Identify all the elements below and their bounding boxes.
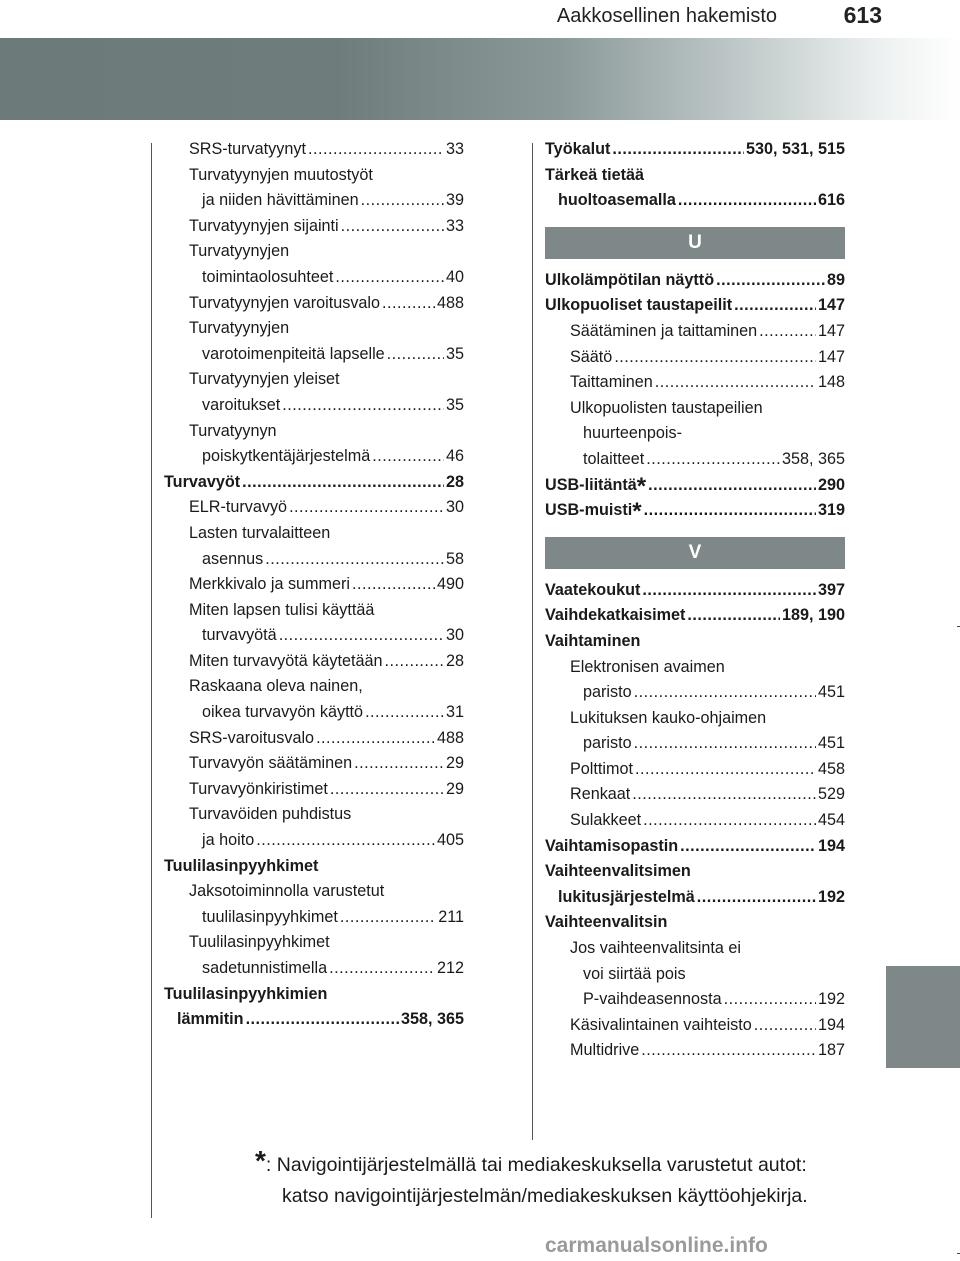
index-term: paristo bbox=[583, 683, 632, 702]
index-entry bbox=[545, 757, 845, 783]
index-entry bbox=[545, 137, 845, 163]
index-term: Turvavyöt bbox=[164, 472, 241, 491]
index-term: Raskaana oleva nainen, bbox=[189, 677, 363, 696]
dot-leader bbox=[384, 649, 444, 675]
index-term: poiskytkentäjärjestelmä bbox=[202, 447, 371, 466]
dot-leader bbox=[382, 291, 435, 317]
index-entry bbox=[164, 879, 464, 905]
index-term: tuulilasinpyyhkimet bbox=[202, 907, 338, 926]
dot-leader bbox=[634, 731, 816, 757]
index-entry bbox=[545, 680, 845, 706]
index-entry bbox=[545, 987, 845, 1013]
index-entry bbox=[164, 265, 464, 291]
dot-leader bbox=[655, 370, 816, 396]
index-term: Multidrive bbox=[570, 1041, 640, 1060]
dot-leader bbox=[329, 956, 435, 982]
dot-leader bbox=[387, 342, 444, 368]
page-reference: 39 bbox=[445, 191, 464, 210]
page-title: Aakkosellinen hakemisto bbox=[556, 5, 777, 27]
dot-leader bbox=[643, 808, 816, 834]
page-number: 613 bbox=[843, 2, 882, 28]
page-reference: 46 bbox=[445, 447, 464, 466]
page-header bbox=[0, 0, 960, 34]
index-entry bbox=[545, 345, 845, 371]
index-term: ja hoito bbox=[202, 831, 255, 850]
dot-leader bbox=[646, 447, 780, 473]
index-term: lämmitin bbox=[177, 1010, 244, 1029]
index-term: Lukituksen kauko-ohjaimen bbox=[570, 708, 767, 727]
dot-leader bbox=[308, 137, 444, 163]
index-term: huoltoasemalla bbox=[558, 191, 676, 210]
dot-leader bbox=[341, 214, 444, 240]
dot-leader bbox=[644, 498, 816, 524]
dot-leader bbox=[754, 1013, 816, 1039]
page-reference: 147 bbox=[817, 296, 845, 315]
page-reference: 616 bbox=[817, 191, 845, 210]
index-term: Vaatekoukut bbox=[545, 580, 641, 599]
index-entry bbox=[545, 655, 845, 681]
index-term: Vaihdekatkaisimet bbox=[545, 606, 686, 625]
index-entry bbox=[545, 1013, 845, 1039]
page-reference: 211 bbox=[438, 907, 464, 926]
page-reference: 29 bbox=[445, 754, 464, 773]
index-group-u bbox=[545, 268, 845, 524]
index-entry bbox=[164, 188, 464, 214]
footnote bbox=[255, 1144, 855, 1212]
index-term: Turvavyönkiristimet bbox=[189, 779, 328, 798]
dot-leader bbox=[724, 987, 816, 1013]
dot-leader bbox=[246, 1007, 399, 1033]
index-entry bbox=[164, 598, 464, 624]
index-term: Käsivalintainen vaihteisto bbox=[570, 1015, 752, 1034]
index-term: ELR-turvavyö bbox=[189, 498, 288, 517]
left-rule bbox=[151, 143, 152, 1218]
index-term: Polttimot bbox=[570, 759, 633, 778]
index-term: Lasten turvalaitteen bbox=[189, 523, 331, 542]
page-reference: 194 bbox=[817, 836, 845, 855]
page-reference: 212 bbox=[436, 959, 464, 977]
index-term: Taittaminen bbox=[570, 373, 653, 392]
dot-leader bbox=[282, 393, 444, 419]
index-entry bbox=[164, 572, 464, 598]
index-entry bbox=[545, 885, 845, 911]
column-divider bbox=[532, 143, 533, 1140]
index-term: huurteenpois- bbox=[583, 424, 682, 443]
index-entry bbox=[164, 982, 464, 1008]
page-reference: 458 bbox=[817, 759, 845, 778]
watermark-text: carmanualsonline.info bbox=[545, 1234, 768, 1257]
dot-leader bbox=[716, 268, 825, 294]
index-term: paristo bbox=[583, 734, 632, 753]
dot-leader bbox=[641, 1038, 816, 1064]
page-reference: 29 bbox=[445, 779, 464, 798]
index-entry bbox=[164, 649, 464, 675]
index-term: USB-liitäntä bbox=[545, 475, 637, 494]
footnote-marker: * bbox=[255, 1144, 266, 1176]
index-column-right bbox=[545, 137, 845, 1064]
index-entry bbox=[545, 268, 845, 294]
page-reference: 40 bbox=[445, 267, 464, 286]
index-entry bbox=[164, 239, 464, 265]
dot-leader bbox=[354, 751, 444, 777]
dot-leader bbox=[642, 578, 816, 604]
page-reference: 454 bbox=[817, 811, 845, 830]
page-reference: 451 bbox=[817, 683, 845, 702]
index-entry bbox=[545, 808, 845, 834]
index-entry bbox=[164, 802, 464, 828]
index-entry bbox=[545, 370, 845, 396]
dot-leader bbox=[265, 547, 444, 573]
page-reference: 358, 365 bbox=[781, 449, 845, 468]
index-entry bbox=[164, 930, 464, 956]
page-reference: 490 bbox=[436, 575, 464, 594]
index-term: Ulkopuoliset taustapeilit bbox=[545, 296, 733, 315]
page-reference: 148 bbox=[817, 373, 845, 392]
index-term: toimintaolosuhteet bbox=[202, 267, 334, 286]
index-entry bbox=[164, 905, 464, 931]
header-banner bbox=[0, 38, 960, 120]
page-reference: 194 bbox=[817, 1015, 845, 1034]
index-term: Merkkivalo ja summeri bbox=[189, 575, 351, 594]
index-term: Turvatyynyjen varoitusvalo bbox=[189, 293, 381, 312]
page-reference: 30 bbox=[445, 626, 464, 645]
footnote-line-2: katso navigointijärjestelmän/mediakeskuksen käyttöohjekirja. bbox=[282, 1185, 808, 1207]
index-term: Ulkopuolisten taustapeilien bbox=[570, 398, 763, 417]
dot-leader bbox=[680, 834, 816, 860]
dot-leader bbox=[330, 777, 444, 803]
index-term: USB-muisti bbox=[545, 501, 633, 520]
page-reference: 319 bbox=[817, 501, 845, 520]
index-term: Vaihtamisopastin bbox=[545, 836, 679, 855]
page-reference: 28 bbox=[445, 472, 464, 491]
page-reference: 189, 190 bbox=[781, 606, 845, 625]
page-reference: 290 bbox=[817, 475, 845, 494]
page-reference: 530, 531, 515 bbox=[745, 140, 845, 158]
index-entry bbox=[164, 547, 464, 573]
page-reference: 358, 365 bbox=[400, 1010, 464, 1029]
dot-leader bbox=[687, 603, 780, 629]
page-reference: 187 bbox=[817, 1041, 845, 1060]
dot-leader bbox=[734, 293, 816, 319]
dot-leader bbox=[614, 345, 816, 371]
index-term: Tuulilasinpyyhkimien bbox=[164, 984, 328, 1003]
index-term: Elektronisen avaimen bbox=[570, 657, 725, 676]
index-term: Turvatyynyjen bbox=[189, 319, 290, 338]
index-term: oikea turvavyön käyttö bbox=[202, 703, 364, 722]
dot-leader bbox=[242, 470, 444, 496]
index-entry bbox=[164, 137, 464, 163]
dot-leader bbox=[316, 726, 435, 752]
page-reference: 488 bbox=[436, 728, 464, 747]
index-term: Tuulilasinpyyhkimet bbox=[164, 856, 319, 875]
index-group-v bbox=[545, 578, 845, 1064]
dot-leader bbox=[289, 495, 444, 521]
dot-leader bbox=[678, 188, 816, 214]
index-entry bbox=[545, 447, 845, 473]
page-reference: 451 bbox=[817, 734, 845, 753]
index-entry: USB-liitäntä * ..... 290 bbox=[545, 473, 845, 499]
index-term: SRS-varoitusvalo bbox=[189, 728, 315, 747]
index-entry: USB-muisti * ..... 319 bbox=[545, 498, 845, 524]
page-reference: 35 bbox=[445, 395, 464, 414]
dot-leader bbox=[635, 757, 816, 783]
index-entry bbox=[545, 859, 845, 885]
section-header-v: V bbox=[545, 537, 845, 569]
index-term: Ulkolämpötilan näyttö bbox=[545, 270, 715, 289]
index-entry bbox=[545, 706, 845, 732]
index-entry bbox=[164, 956, 464, 982]
page-reference: 33 bbox=[445, 140, 464, 158]
page-reference: 58 bbox=[445, 549, 464, 568]
index-term: Turvatyynyn bbox=[189, 421, 277, 440]
page-reference: 405 bbox=[436, 831, 464, 850]
index-term: sadetunnistimella bbox=[202, 959, 328, 977]
section-header-u: U bbox=[545, 227, 845, 259]
index-entry bbox=[164, 674, 464, 700]
dot-leader bbox=[335, 265, 444, 291]
dot-leader bbox=[256, 828, 435, 854]
index-entry bbox=[164, 751, 464, 777]
index-term: turvavyötä bbox=[202, 626, 277, 645]
page-reference: 192 bbox=[817, 887, 845, 906]
dot-leader bbox=[634, 680, 816, 706]
page-reference: 147 bbox=[817, 321, 845, 340]
index-term: lukitusjärjestelmä bbox=[558, 887, 695, 906]
index-entry bbox=[164, 367, 464, 393]
index-entry bbox=[164, 777, 464, 803]
index-entry bbox=[164, 726, 464, 752]
index-entry bbox=[545, 293, 845, 319]
index-term: Työkalut bbox=[545, 140, 611, 158]
index-term: Vaihtaminen bbox=[545, 631, 641, 650]
page-reference: 397 bbox=[817, 580, 845, 599]
index-term: Säätäminen ja taittaminen bbox=[570, 321, 758, 340]
index-entry bbox=[545, 603, 845, 629]
index-entry bbox=[164, 623, 464, 649]
index-term: Miten lapsen tulisi käyttää bbox=[189, 600, 375, 619]
footnote-line-1: : Navigointijärjestelmällä tai mediakeskuksella varustetut autot: bbox=[265, 1154, 807, 1176]
index-term: Turvavöiden puhdistus bbox=[189, 805, 352, 824]
index-term: Vaihteenvalitsimen bbox=[545, 862, 691, 881]
dot-leader bbox=[612, 137, 744, 163]
index-entry bbox=[545, 163, 845, 189]
page-reference: 35 bbox=[445, 344, 464, 363]
index-term: Miten turvavyötä käytetään bbox=[189, 651, 383, 670]
index-entry bbox=[164, 828, 464, 854]
index-entry bbox=[545, 731, 845, 757]
index-term: Jos vaihteenvalitsinta ei bbox=[570, 939, 741, 958]
index-term: tolaitteet bbox=[583, 449, 645, 468]
index-entry bbox=[164, 1007, 464, 1033]
index-term: varoitukset bbox=[202, 395, 281, 414]
dot-leader bbox=[372, 444, 444, 470]
index-entry bbox=[164, 854, 464, 880]
index-entry bbox=[164, 521, 464, 547]
index-entry bbox=[164, 316, 464, 342]
index-entry bbox=[164, 214, 464, 240]
dot-leader bbox=[648, 473, 816, 499]
index-entry bbox=[545, 1038, 845, 1064]
index-term: Säätö bbox=[570, 347, 613, 366]
dot-leader bbox=[340, 905, 436, 931]
index-column-left bbox=[164, 137, 464, 1033]
index-term: SRS-turvatyynyt bbox=[189, 140, 306, 158]
index-entry bbox=[164, 291, 464, 317]
dot-leader bbox=[279, 623, 444, 649]
dot-leader bbox=[352, 572, 435, 598]
index-entry bbox=[164, 444, 464, 470]
page-reference: 31 bbox=[445, 703, 464, 722]
index-term: Vaihteenvalitsin bbox=[545, 913, 668, 932]
page-reference: 147 bbox=[817, 347, 845, 366]
dot-leader bbox=[365, 700, 444, 726]
index-entry bbox=[545, 834, 845, 860]
index-group-t bbox=[545, 137, 845, 214]
index-term: Turvavyön säätäminen bbox=[189, 754, 353, 773]
index-entry bbox=[545, 188, 845, 214]
index-entry bbox=[545, 962, 845, 988]
index-term: Tuulilasinpyyhkimet bbox=[189, 933, 330, 952]
index-term: P-vaihdeasennosta bbox=[583, 990, 722, 1009]
index-term: ja niiden hävittäminen bbox=[202, 191, 359, 210]
index-entry bbox=[545, 578, 845, 604]
page-reference: 89 bbox=[826, 270, 845, 289]
index-entry bbox=[164, 470, 464, 496]
index-entry bbox=[164, 700, 464, 726]
index-entry bbox=[545, 936, 845, 962]
index-entry bbox=[545, 629, 845, 655]
page-reference: 33 bbox=[445, 216, 464, 235]
index-term: Renkaat bbox=[570, 785, 631, 804]
index-entry bbox=[545, 396, 845, 422]
chapter-tab bbox=[886, 966, 960, 1068]
index-term: Turvatyynyjen bbox=[189, 242, 290, 261]
index-term: Sulakkeet bbox=[570, 811, 642, 830]
index-term: Tärkeä tietää bbox=[545, 165, 644, 184]
dot-leader bbox=[697, 885, 816, 911]
index-entry bbox=[164, 342, 464, 368]
index-term: Turvatyynyjen sijainti bbox=[189, 216, 339, 235]
index-entry bbox=[545, 910, 845, 936]
page-reference: 488 bbox=[436, 293, 464, 312]
page-reference: 28 bbox=[445, 651, 464, 670]
page-reference: 192 bbox=[817, 990, 845, 1009]
dot-leader bbox=[632, 782, 816, 808]
dot-leader bbox=[361, 188, 444, 214]
index-term: Turvatyynyjen yleiset bbox=[189, 370, 340, 389]
index-entry bbox=[545, 782, 845, 808]
page-reference: 529 bbox=[817, 785, 845, 804]
index-term: asennus bbox=[202, 549, 264, 568]
page-reference: 30 bbox=[445, 498, 464, 517]
index-entry bbox=[164, 419, 464, 445]
index-entry bbox=[164, 393, 464, 419]
index-term: varotoimenpiteitä lapselle bbox=[202, 344, 385, 363]
index-term: Turvatyynyjen muutostyöt bbox=[189, 165, 373, 184]
index-term: voi siirtää pois bbox=[583, 964, 686, 983]
index-entry bbox=[164, 163, 464, 189]
dot-leader bbox=[759, 319, 816, 345]
index-entry bbox=[164, 495, 464, 521]
index-entry bbox=[545, 319, 845, 345]
index-entry bbox=[545, 421, 845, 447]
index-term: Jaksotoiminnolla varustetut bbox=[189, 882, 385, 901]
